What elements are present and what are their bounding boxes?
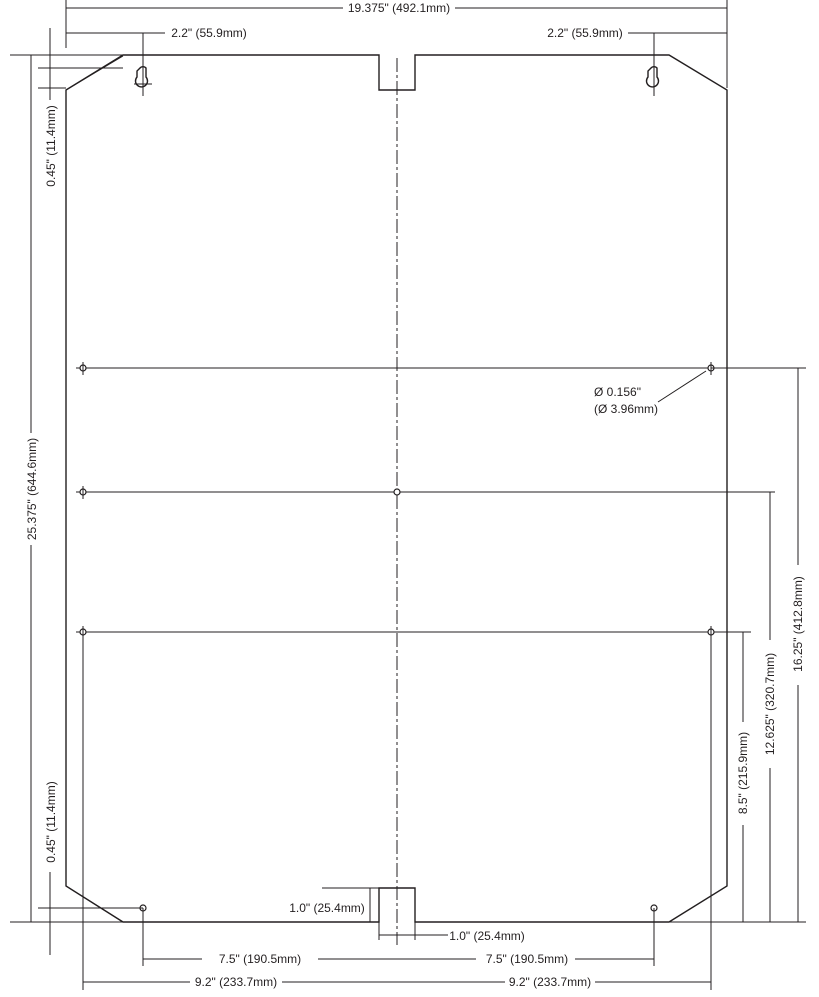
dim-overall-width [66, 0, 727, 88]
dim-top-offset-label: 0.45" (11.4mm) [44, 105, 58, 187]
dim-top-offset [38, 28, 123, 187]
hole-diameter-mm-label: (Ø 3.96mm) [594, 402, 659, 416]
dim-height-12-625-label: 12.625" (320.7mm) [763, 652, 777, 756]
dim-overall-height-label: 25.375" (644.6mm) [25, 437, 39, 541]
dim-span-left-7-5-label: 7.5" (190.5mm) [218, 952, 302, 966]
keyhole-slot-right [647, 60, 659, 96]
dim-keyhole-left-label: 2.2" (55.9mm) [171, 26, 247, 40]
hole-diameter-in-label: Ø 0.156" [594, 385, 641, 399]
dim-bottom-offset-label: 0.45" (11.4mm) [44, 781, 58, 863]
dim-span-right-9-2-label: 9.2" (233.7mm) [508, 975, 592, 989]
dim-notch-width-label: 1.0" (25.4mm) [449, 929, 525, 943]
dim-span-left-9-2-label: 9.2" (233.7mm) [194, 975, 278, 989]
dim-notch-depth-label: 1.0" (25.4mm) [289, 901, 365, 915]
dim-overall-width-label: 19.375" (492.1mm) [347, 1, 451, 15]
dim-height-16-25-label: 16.25" (412.8mm) [791, 576, 805, 672]
dim-height-8-5 [736, 632, 750, 922]
dim-height-16-25 [669, 368, 806, 922]
dim-bottom-offset [38, 781, 143, 955]
callout-hole-diameter [594, 371, 706, 416]
dim-keyhole-right-label: 2.2" (55.9mm) [547, 26, 623, 40]
dim-notch-width [379, 922, 525, 943]
dim-span-7-5 [143, 908, 654, 966]
keyhole-slot-left [134, 60, 152, 96]
dim-height-12-625 [763, 492, 777, 922]
dim-span-right-7-5-label: 7.5" (190.5mm) [485, 952, 569, 966]
dim-height-8-5-label: 8.5" (215.9mm) [736, 731, 750, 815]
dim-notch-depth [289, 888, 379, 922]
chamfer-helper-bottom-left [66, 886, 123, 922]
